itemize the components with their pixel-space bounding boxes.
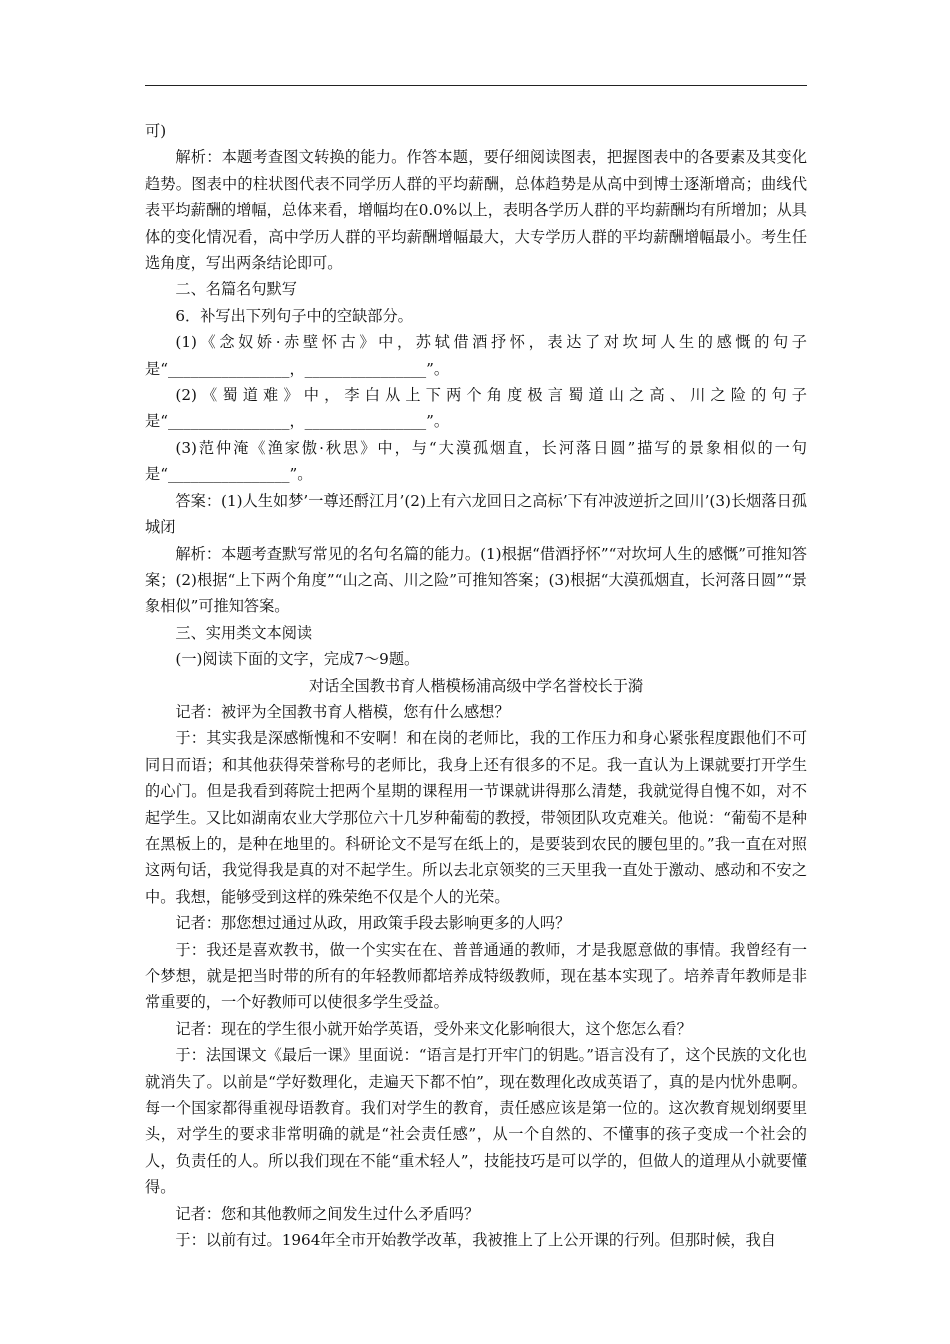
interview-question: 记者：那您想过通过从政，用政策手段去影响更多的人吗？	[175, 914, 571, 933]
document-body	[145, 118, 807, 1253]
interview-answer: 于：以前有过。1964年全市开始教学改革，我被推上了上公开课的行列。但那时候，我自	[175, 1231, 776, 1250]
reading-instruction: (一)阅读下面的文字，完成7～9题。	[175, 650, 420, 669]
interview-question: 记者：现在的学生很小就开始学英语，受外来文化影响很大，这个您怎么看？	[175, 1019, 692, 1038]
paragraph: 解析：本题考查图文转换的能力。作答本题，要仔细阅读图表，把握图表中的各要素及其变化趋势。图表中的柱状图代表不同学历人群的平均薪酬，总体趋势是从高中到博士逐渐增高；曲线代表平均薪酬的增幅，总体来看，增幅均在0.0%以上，表明各学历人群的平均薪酬均有所增加；从具体的变化情况看，高中学历人群的平均薪酬增幅最大，大专学历人群的平均薪酬增幅最小。考生任选角度，写出两条结论即可。	[145, 148, 807, 273]
analysis: 解析：本题考查默写常见的名句名篇的能力。(1)根据“借酒抒怀”“对坎坷人生的感慨”可推知答案；(2)根据“上下两个角度”“山之高、川之险”可推知答案；(3)根据“大漠孤烟直，长河落日圆”“景象相似”可推知答案。	[145, 544, 807, 616]
interview-question: 记者：您和其他教师之间发生过什么矛盾吗？	[175, 1204, 480, 1223]
question-item: (2)《蜀道难》中，李白从上下两个角度极言蜀道山之高、川之险的句子是“________________，________________”。	[145, 386, 807, 431]
answer: 答案：(1)人生如梦’一尊还酹江月’(2)上有六龙回日之高标’下有冲波逆折之回川’(3)长烟落日孤城闭	[145, 491, 807, 537]
article-title: 对话全国教书育人楷模杨浦高级中学名誉校长于漪	[308, 676, 644, 695]
interview-answer: 于：我还是喜欢教书，做一个实实在在、普普通通的教师，才是我愿意做的事情。我曾经有一个梦想，就是把当时带的所有的年轻教师都培养成特级教师，现在基本实现了。培养青年教师是非常重要的，一个好教师可以使很多学生受益。	[145, 940, 807, 1012]
section-heading: 三、实用类文本阅读	[175, 623, 313, 642]
interview-answer: 于：法国课文《最后一课》里面说：“语言是打开牢门的钥匙。”语言没有了，这个民族的文化也就消失了。以前是“学好数理化，走遍天下都不怕”，现在数理化改成英语了，真的是内忧外患啊。每一个国家都得重视母语教育。我们对学生的教育，责任感应该是第一位的。这次教育规划纲要里头，对学生的要求非常明确的就是“社会责任感”，从一个自然的、不懂事的孩子变成一个社会的人，负责任的人。所以我们现在不能“重术轻人”，技能技巧是可以学的，但做人的道理从小就要懂得。	[145, 1046, 807, 1197]
header-rule	[145, 85, 807, 86]
interview-answer: 于：其实我是深感惭愧和不安啊！和在岗的老师比，我的工作压力和身心紧张程度跟他们不可同日而语；和其他获得荣誉称号的老师比，我身上还有很多的不足。我一直认为上课就要打开学生的心门。但是我看到蒋院士把两个星期的课程用一节课就讲得那么清楚，我就觉得自愧不如，对不起学生。又比如湖南农业大学那位六十几岁种葡萄的教授，带领团队攻克难关。他说：“葡萄不是种在黑板上的，是种在地里的。科研论文不是写在纸上的，是要装到农民的腰包里的。”我一直在对照这两句话，我觉得我是真的对不起学生。所以去北京领奖的三天里我一直处于激动、感动和不安之中。我想，能够受到这样的殊荣绝不仅是个人的光荣。	[145, 729, 807, 906]
paragraph: 可)	[145, 122, 167, 140]
interview-question: 记者：被评为全国教书育人楷模，您有什么感想？	[175, 702, 510, 721]
question-item: (1)《念奴娇·赤壁怀古》中，苏轼借酒抒怀，表达了对坎坷人生的感慨的句子是“________________，________________”。	[145, 333, 807, 378]
question-item: (3)范仲淹《渔家傲·秋思》中，与“大漠孤烟直，长河落日圆”描写的景象相似的一句是“________________”。	[145, 438, 807, 484]
section-heading: 二、名篇名句默写	[175, 280, 297, 299]
question: 6．补写出下列句子中的空缺部分。	[175, 306, 413, 325]
